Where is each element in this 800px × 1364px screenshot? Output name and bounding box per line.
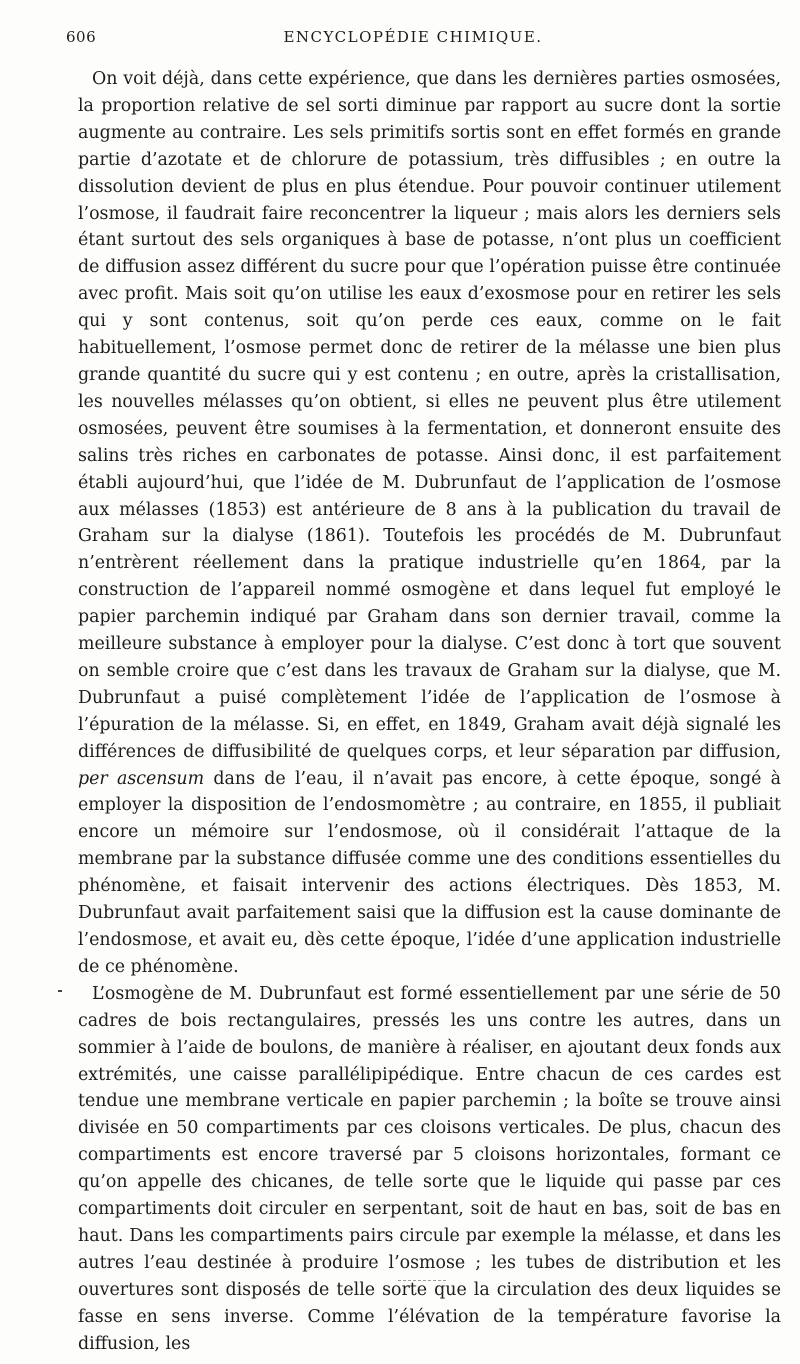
page-number: 606 [66,28,97,46]
body-text [78,66,781,1358]
running-title: ENCYCLOPÉDIE CHIMIQUE. [283,28,543,46]
paragraph-osmogene-description: L’osmogène de M. Dubrunfaut est formé essentiellement par une série de 50 cadres de bois rectangulaires, pressés les uns contre les autres, dans un sommier à l’aide de boulons, de manière à réaliser, en ajoutant deux fonds aux extrémités, une caisse parallélipipédique. Entre chacun de ces cardes est tendue une membrane verticale en papier parchemin ; la boîte se trouve ainsi divisée en 50 compartiments par ces cloisons verticales. De plus, chacun des compartiments est encore traversé par 5 cloisons horizontales, formant ce qu’on appelle des chicanes, de telle sorte que le liquide qui passe par ces compartiments doit circuler en serpentant, soit de haut en bas, soit de bas en haut. Dans les compartiments pairs circule par exemple la mélasse, et dans les autres l’eau destinée à produire l’osmose ; les tubes de distribution et les ouvertures sont disposés de telle sorte que la circulation des deux liquides se fasse en sens inverse. Comme l’élévation de la température favorise la diffusion, les [78,983,781,1354]
running-header [66,28,760,48]
paragraph-text-part: On voit déjà, dans cette expérience, que dans les dernières parties osmosées, la proportion relative de sel sorti diminue par rapport au sucre dont la sortie augmente au contraire. Les sels primitifs sortis sont en effet formés en grande partie d’azotate et de chlorure de potassium, très diffusibles ; en outre la dissolution devient de plus en plus étendue. Pour pouvoir continuer utilement l’osmose, il faudrait faire reconcentrer la liqueur ; mais alors les derniers sels étant surtout des sels organiques à base de potasse, n’ont plus un coefficient de diffusion assez différent du sucre pour que l’opération puisse être continuée avec profit. Mais soit qu’on utilise les eaux d’exosmose pour en retirer les sels qui y sont contenus, soit qu’on perde ces eaux, comme on le fait habituellement, l’osmose permet donc de retirer de la mélasse une bien plus grande quantité du sucre qui y est contenu ; en outre, après la cristallisation, les nouvelles mélasses qu’on obtient, si elles ne peuvent plus être utilement osmosées, peuvent être soumises à la fermentation, et donneront ensuite des salins très riches en carbonates de potasse. Ainsi donc, il est parfaitement établi aujourd’hui, que l’idée de M. Dubrunfaut de l’application de l’osmose aux mélasses (1853) est antérieure de 8 ans à la publication du travail de Graham sur la dialyse (1861). Toutefois les procédés de M. Dubrunfaut n’entrèrent réellement dans la pratique industrielle qu’en 1864, par la construction de l’appareil nommé osmogène et dans lequel fut employé le papier parchemin indiqué par Graham dans son dernier travail, comme la meilleure substance à employer pour la dialyse. C’est donc à tort que souvent on semble croire que c’est dans les travaux de Graham sur la dialyse, que M. Dubrunfaut a puisé complètement l’idée de l’application de l’osmose à l’épuration de la mélasse. Si, en effet, en 1849, Graham avait déjà signalé les différences de diffusibilité de quelques corps, et leur séparation par diffusion, [78,69,781,762]
italic-phrase: per ascensum [78,768,205,789]
paragraph-osmose-experience [78,66,781,981]
bottom-scan-mark [398,1280,446,1282]
margin-mark [58,990,62,992]
paragraph-text-part: dans de l’eau, il n’avait pas encore, à cette époque, songé à employer la disposition de l’endosmomètre ; au contraire, en 1855, il publiait encore un mémoire sur l’endosmose, où il considérait l’attaque de la membrane par la substance diffusée comme une des conditions essentielles du phénomène, et faisait intervenir des actions électriques. Dès 1853, M. Dubrunfaut avait parfaitement saisi que la diffusion est la cause dominante de l’endosmose, et avait eu, dès cette époque, l’idée d’une application industrielle de ce phénomène. [78,768,781,977]
